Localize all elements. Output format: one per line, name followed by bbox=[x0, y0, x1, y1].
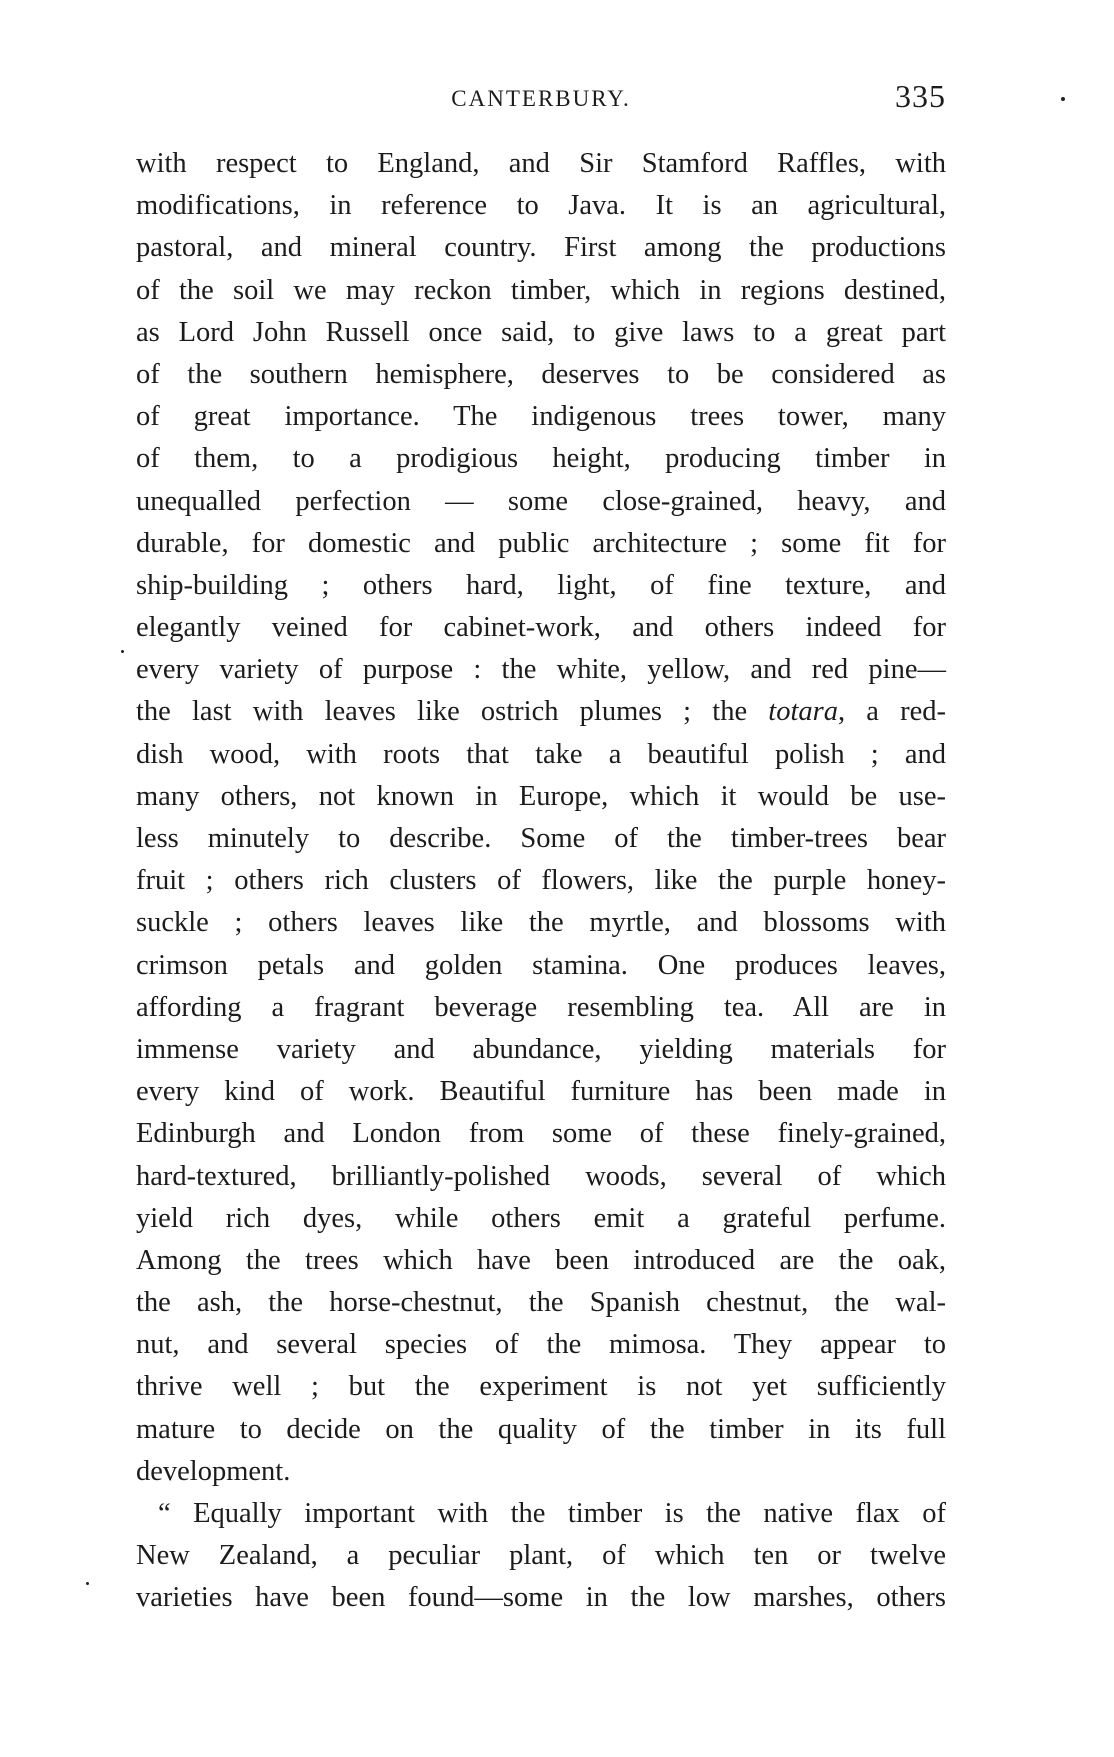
text-line: Among the trees which have been introduced are the oak, bbox=[136, 1244, 946, 1276]
text-line: of the southern hemisphere, deserves to be considered as bbox=[136, 358, 946, 390]
text-line: of them, to a prodigious height, producing timber in bbox=[136, 443, 946, 475]
text-line: affording a fragrant beverage resembling tea. All are in bbox=[136, 991, 946, 1023]
page-header bbox=[136, 78, 946, 118]
text-line: immense variety and abundance, yielding materials for bbox=[136, 1033, 946, 1065]
text-line: the ash, the horse-chestnut, the Spanish chestnut, the wal- bbox=[136, 1287, 946, 1319]
text-line: durable, for domestic and public architecture ; some fit for bbox=[136, 527, 946, 559]
text-line: pastoral, and mineral country. First among the productions bbox=[136, 232, 946, 264]
text-line: mature to decide on the quality of the timber in its full bbox=[136, 1413, 946, 1445]
text-line: of great importance. The indigenous trees tower, many bbox=[136, 401, 946, 433]
printing-speck bbox=[121, 650, 124, 653]
text-line: every variety of purpose : the white, yellow, and red pine— bbox=[136, 654, 946, 686]
text-line: hard-textured, brilliantly-polished woods, several of which bbox=[136, 1160, 946, 1192]
running-head: CANTERBURY. bbox=[451, 86, 631, 111]
italic-term: totara bbox=[768, 696, 838, 728]
paragraph bbox=[136, 143, 946, 1493]
text-line: of the soil we may reckon timber, which in regions destined, bbox=[136, 274, 946, 306]
text-line: elegantly veined for cabinet-work, and others indeed for bbox=[136, 612, 946, 644]
text-line: nut, and several species of the mimosa. They appear to bbox=[136, 1329, 946, 1361]
text-segment: , a red- bbox=[837, 696, 947, 728]
text-line: New Zealand, a peculiar plant, of which ten or twelve bbox=[136, 1540, 946, 1572]
text-line: every kind of work. Beautiful furniture has been made in bbox=[136, 1076, 946, 1108]
text-line: ship-building ; others hard, light, of fine texture, and bbox=[136, 569, 946, 601]
text-line: development. bbox=[136, 1455, 291, 1487]
printing-speck bbox=[86, 1582, 89, 1585]
text-line: as Lord John Russell once said, to give laws to a great part bbox=[136, 316, 946, 348]
printing-speck bbox=[1061, 97, 1065, 101]
text-line: many others, not known in Europe, which it would be use- bbox=[136, 780, 946, 812]
paragraph bbox=[136, 1493, 946, 1620]
text-line: fruit ; others rich clusters of flowers, like the purple honey- bbox=[136, 865, 946, 897]
text-line: varieties have been found—some in the low marshes, others bbox=[136, 1582, 946, 1614]
body-text bbox=[136, 143, 946, 1620]
text-line bbox=[136, 691, 946, 733]
text-line: thrive well ; but the experiment is not yet sufficiently bbox=[136, 1371, 946, 1403]
text-line: less minutely to describe. Some of the timber-trees bear bbox=[136, 823, 946, 854]
text-line: modifications, in reference to Java. It is an agricultural, bbox=[136, 190, 946, 222]
text-line: yield rich dyes, while others emit a grateful perfume. bbox=[136, 1202, 946, 1234]
text-line: Edinburgh and London from some of these finely-grained, bbox=[136, 1118, 946, 1150]
text-line: suckle ; others leaves like the myrtle, and blossoms with bbox=[136, 907, 946, 939]
text-line: dish wood, with roots that take a beautiful polish ; and bbox=[136, 738, 946, 770]
text-line: crimson petals and golden stamina. One produces leaves, bbox=[136, 949, 946, 981]
text-line: with respect to England, and Sir Stamford Raffles, with bbox=[136, 148, 946, 179]
text-line: unequalled perfection — some close-grained, heavy, and bbox=[136, 485, 946, 517]
page-number: 335 bbox=[895, 78, 946, 114]
text-line: “ Equally important with the timber is the native flax of bbox=[158, 1498, 946, 1529]
text-segment: the last with leaves like ostrich plumes ; the bbox=[136, 696, 769, 728]
